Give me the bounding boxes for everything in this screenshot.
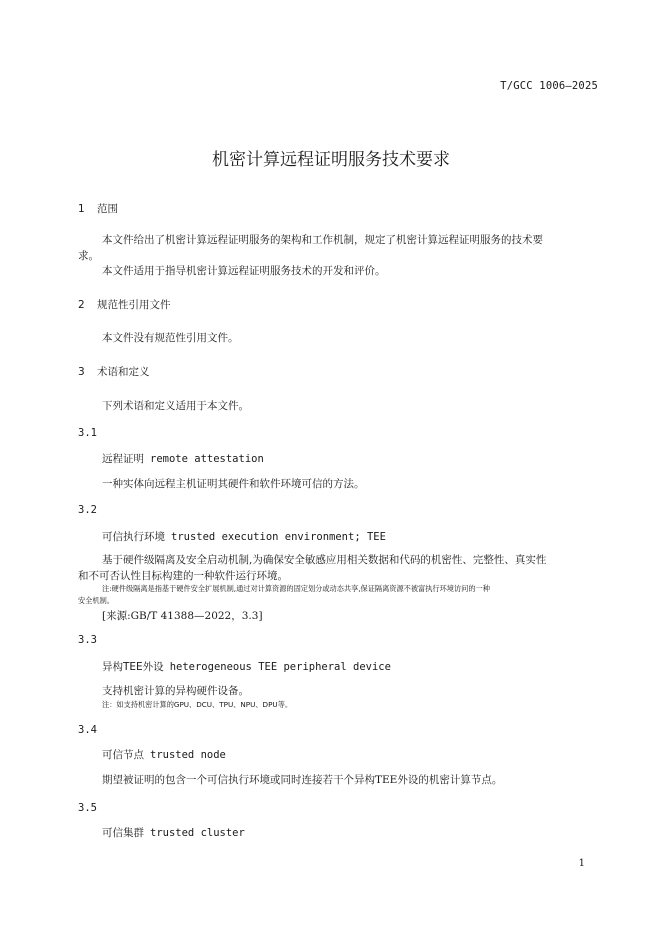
term-english: trusted execution environment; TEE bbox=[171, 531, 386, 543]
term-source: [来源:GB/T 41388—2022，3.3] bbox=[102, 610, 263, 622]
term-chinese: 可信执行环境 bbox=[102, 531, 165, 543]
term-english: trusted node bbox=[150, 749, 226, 761]
term-definition: 支持机密计算的异构硬件设备。 bbox=[102, 685, 249, 697]
term-entry bbox=[102, 451, 264, 466]
paragraph-line: 本文件给出了机密计算远程证明服务的架构和工作机制，规定了机密计算远程证明服务的技术要 bbox=[102, 234, 543, 246]
term-entry bbox=[102, 747, 226, 762]
term-entry bbox=[102, 825, 245, 840]
section-number: 1 bbox=[78, 203, 85, 215]
term-entry bbox=[102, 529, 386, 544]
term-note bbox=[78, 699, 600, 711]
term-definition: 一种实体向远程主机证明其硬件和软件环境可信的方法。 bbox=[102, 478, 365, 490]
section-title: 范围 bbox=[97, 203, 118, 215]
section-number: 3 bbox=[78, 366, 85, 378]
clause-number: 3.2 bbox=[78, 504, 97, 516]
document-title: 机密计算远程证明服务技术要求 bbox=[212, 150, 450, 170]
normative-paragraph: 本文件没有规范性引用文件。 bbox=[102, 332, 239, 344]
clause-number: 3.1 bbox=[78, 427, 97, 439]
clause-number: 3.5 bbox=[78, 802, 97, 814]
scope-paragraph-1 bbox=[78, 232, 600, 264]
standard-code: T/GCC 1006—2025 bbox=[500, 80, 598, 92]
section-title: 术语和定义 bbox=[97, 366, 150, 378]
term-definition bbox=[78, 552, 600, 584]
section-title: 规范性引用文件 bbox=[97, 299, 171, 311]
term-chinese: 可信集群 bbox=[102, 827, 144, 839]
term-chinese: 异构TEE外设 bbox=[102, 661, 164, 673]
terms-intro-paragraph: 下列术语和定义适用于本文件。 bbox=[102, 400, 249, 412]
paragraph-line: 求。 bbox=[78, 250, 99, 262]
term-chinese: 远程证明 bbox=[102, 453, 144, 465]
clause-number: 3.4 bbox=[78, 724, 97, 736]
term-english: trusted cluster bbox=[150, 827, 245, 839]
note-line: 安全机制。 bbox=[78, 596, 114, 605]
term-definition: 期望被证明的包含一个可信执行环境或同时连接若干个异构TEE外设的机密计算节点。 bbox=[102, 774, 503, 786]
term-note bbox=[78, 583, 600, 607]
section-heading-normative-references bbox=[78, 297, 171, 312]
term-english: heterogeneous TEE peripheral device bbox=[169, 661, 391, 673]
term-chinese: 可信节点 bbox=[102, 749, 144, 761]
note-line: 注:硬件级隔离是指基于硬件安全扩展机制,通过对计算资源的固定划分或动态共享,保证隔离资源不被富执行环境访问的一种 bbox=[102, 584, 490, 593]
definition-line: 基于硬件级隔离及安全启动机制,为确保安全敏感应用相关数据和代码的机密性、完整性、真实性 bbox=[102, 554, 547, 566]
page-number: 1 bbox=[578, 858, 585, 869]
term-english: remote attestation bbox=[150, 453, 264, 465]
note-line: 注：如支持机密计算的GPU、DCU、TPU、NPU、DPU等。 bbox=[102, 700, 293, 709]
section-number: 2 bbox=[78, 299, 85, 311]
section-heading-terms bbox=[78, 364, 150, 379]
definition-line: 和不可否认性目标构建的一种软件运行环境。 bbox=[78, 570, 288, 582]
term-entry bbox=[102, 659, 391, 674]
section-heading-scope bbox=[78, 201, 118, 216]
scope-paragraph-2: 本文件适用于指导机密计算远程证明服务技术的开发和评价。 bbox=[102, 265, 386, 277]
clause-number: 3.3 bbox=[78, 634, 97, 646]
